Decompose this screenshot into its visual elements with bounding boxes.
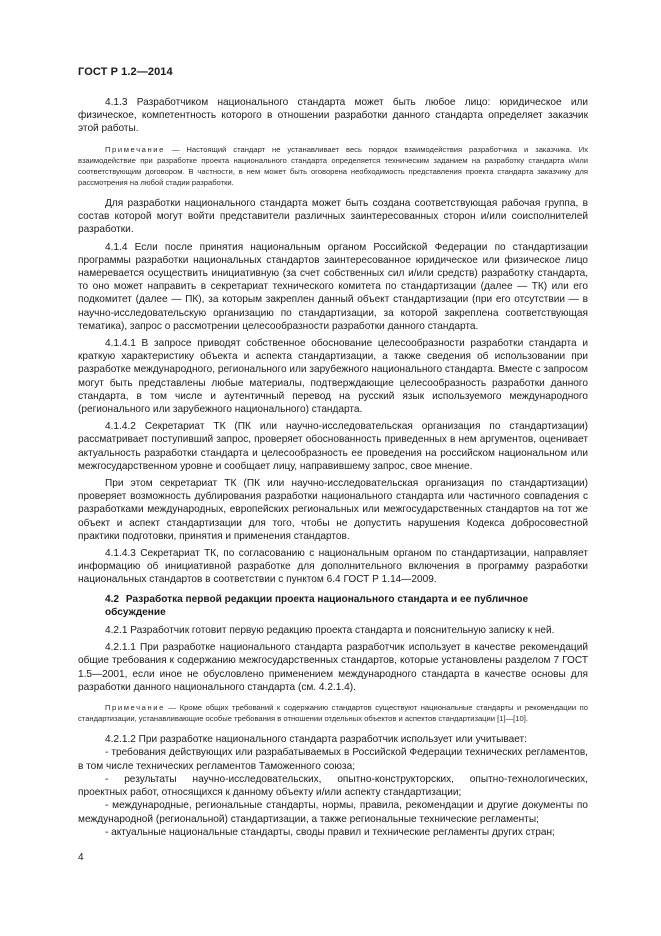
clause-4-1-4: 4.1.4 Если после принятия национальным органом Российской Федерации по стандартизации программы разработки национальных стандартов заинтересованное юридическое или физическое лицо намеревается осуществить инициативную (за счет собственных сил и/или средств) разработку стандарта, то оно может направить в секретариат технического комитета по стандартизации (далее — ТК) или его подкомитет (далее — ПК), за которым закреплен данный объект стандартизации (при его отсутствии — в научно-исследовательскую организацию по стандартизации, за которой закреплена соответствующая тематика), запрос о рассмотрении целесообразности разработки данного стандарта. [78,241,588,332]
working-group-paragraph: Для разработки национального стандарта может быть создана соответствующая рабочая группа, в состав которой могут войти представители различных заинтересованных сторон и/или соисполнителей разработки. [78,197,588,236]
list-item: - результаты научно-исследовательских, опытно-конструкторских, опытно-технологических, проектных работ, относящихся к данному объекту и/или аспекту стандартизации; [78,773,588,799]
note-1-text: — Настоящий стандарт не устанавливает весь порядок взаимодействия разработчика и заказчика. Их взаимодействие при разработке проекта национального стандарта определяется техническим заданием на разработку стандарта и/или соответствующим договором. В частности, в нем может быть оговорена необходимость представления проекта стандарта заказчику для рассмотрения на любой стадии разработки. [78,144,588,187]
list-item: - международные, региональные стандарты, нормы, правила, рекомендации и другие документы по международной (региональной) стандартизации, а также региональные технические регламенты; [78,800,588,825]
secretariat-paragraph: При этом секретариат ТК (ПК или научно-исследовательская организация по стандартизации) проверяет возможность дублирования разработки национального стандарта или частичного совпадения с разработками международных, европейских региональных или межгосударственных стандартов на тот же объект и аспект стандартизации для того, чтобы не допустить нарушения Кодекса добросовестной практики подготовки, принятия и применения стандартов. [78,478,588,542]
document-header: ГОСТ Р 1.2—2014 [78,66,173,78]
section-heading-4-2 [78,593,588,619]
page-number: 4 [78,852,84,863]
clause-4-1-4-3: 4.1.4.3 Секретариат ТК, по согласованию с национальным органом по стандартизации, направляет информацию об инициативной разработке для дополнительного включения в программу разработки национальных стандартов в соответствии с пунктом 6.4 ГОСТ Р 1.14—2009. [78,548,588,586]
clause-4-1-4-2: 4.1.4.2 Секретариат ТК (ПК или научно-исследовательская организация по стандартизации) рассматривает поступивший запрос, проверяет обоснованность приведенных в нем аргументов, оценивает актуальность разработки стандарта и целесообразность ее проведения на российском национальном или межгосударственном уровне и сообщает лицу, направившему запрос, свое мнение. [78,421,588,472]
note-1-label: Примечание [105,144,165,154]
note-2 [78,702,588,724]
list-item: - актуальные национальные стандарты, своды правил и технические регламенты других стран; [105,826,555,838]
clause-4-2-1: 4.2.1 Разработчик готовит первую редакцию проекта стандарта и пояснительную записку к ней. [105,625,555,637]
note-2-label: Примечание [105,703,165,713]
document-body [78,96,588,839]
clause-4-2-1-1: 4.2.1.1 При разработке национального стандарта разработчик использует в качестве рекомендаций общие требования к содержанию межгосударственных стандартов, которые установлены разделом 7 ГОСТ 1.5—2001, если иное не обусловлено применением международного стандарта в качестве основы для разработки данного национального стандарта (см. 4.2.1.4). [78,642,588,693]
list-item: - требования действующих или разрабатываемых в Российской Федерации технических регламентов, в том числе технических регламентов Таможенного союза; [78,747,588,772]
section-heading-number: 4.2 [105,593,120,605]
clause-4-1-3: 4.1.3 Разработчиком национального стандарта может быть любое лицо: юридическое или физическое, компетентность которого в отношении разработки данного стандарта определяет заказчик этой работы. [78,97,588,135]
note-1 [78,144,588,188]
note-2-text: — Кроме общих требований к содержанию стандартов существуют национальные стандарты и рекомендации по стандартизации, устанавливающие особые требования в отношении отдельных объектов и аспектов стандартизации [1]—[10]. [78,703,588,724]
clause-4-2-1-2: 4.2.1.2 При разработке национального стандарта разработчик использует или учитывает: [105,734,527,746]
section-heading-text: Разработка первой редакции проекта национального стандарта и ее публичное обсуждение [105,593,529,618]
clause-4-1-4-1: 4.1.4.1 В запросе приводят собственное обоснование целесообразности разработки стандарта и краткую характеристику объекта и аспекта стандартизации, а также сведения об использовании при разработке международного, регионального или зарубежного национального стандарта. Вместе с запросом могут быть представлены любые материалы, подтверждающие целесообразность разработки данного стандарта, в том числе и аутентичный перевод на русский язык используемого международного (регионального или зарубежного национального) стандарта. [78,338,588,416]
